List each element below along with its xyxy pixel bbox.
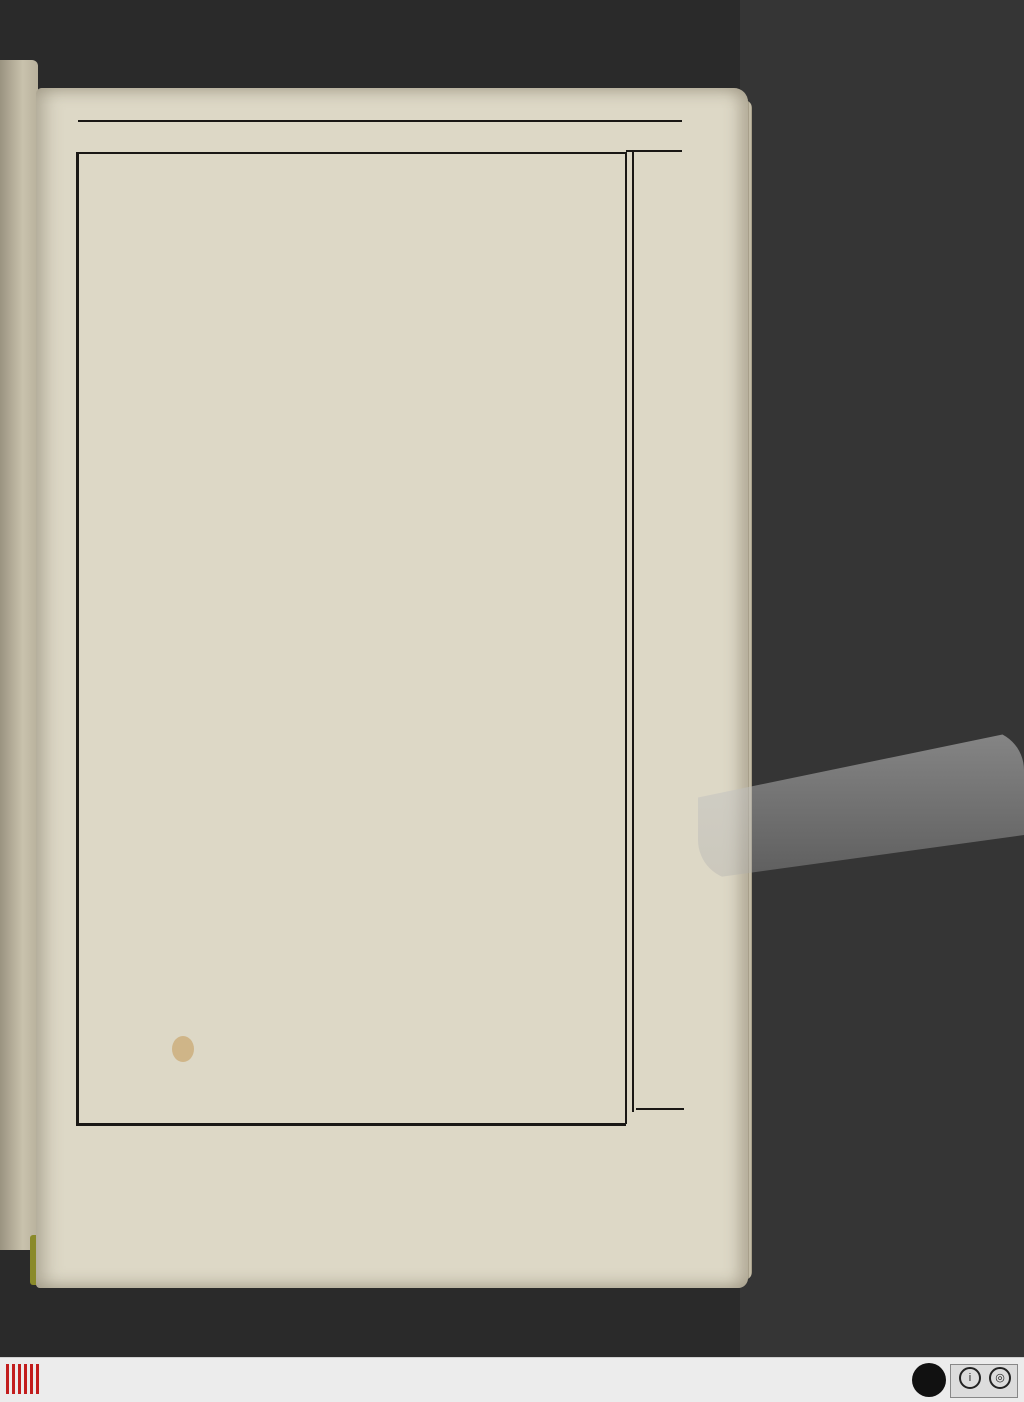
cc-by-icon: i bbox=[959, 1367, 981, 1389]
header-rule bbox=[78, 120, 682, 122]
cc-by-sa-badge bbox=[950, 1364, 1018, 1398]
margin-rule bbox=[632, 152, 634, 1112]
previous-page-edge bbox=[0, 60, 38, 1250]
margin-rule-low bbox=[636, 1108, 684, 1110]
cc-sa-icon: ◎ bbox=[989, 1367, 1011, 1389]
paper-stain bbox=[172, 1036, 194, 1062]
footer-bar bbox=[0, 1357, 1024, 1402]
scan-backdrop-right bbox=[740, 0, 1024, 1357]
hab-logo-icon bbox=[6, 1364, 42, 1394]
folio-rule bbox=[626, 150, 682, 152]
text-frame bbox=[76, 152, 627, 1124]
text-frame-bottom-rule bbox=[76, 1123, 626, 1126]
cc-license-icon bbox=[912, 1363, 946, 1397]
